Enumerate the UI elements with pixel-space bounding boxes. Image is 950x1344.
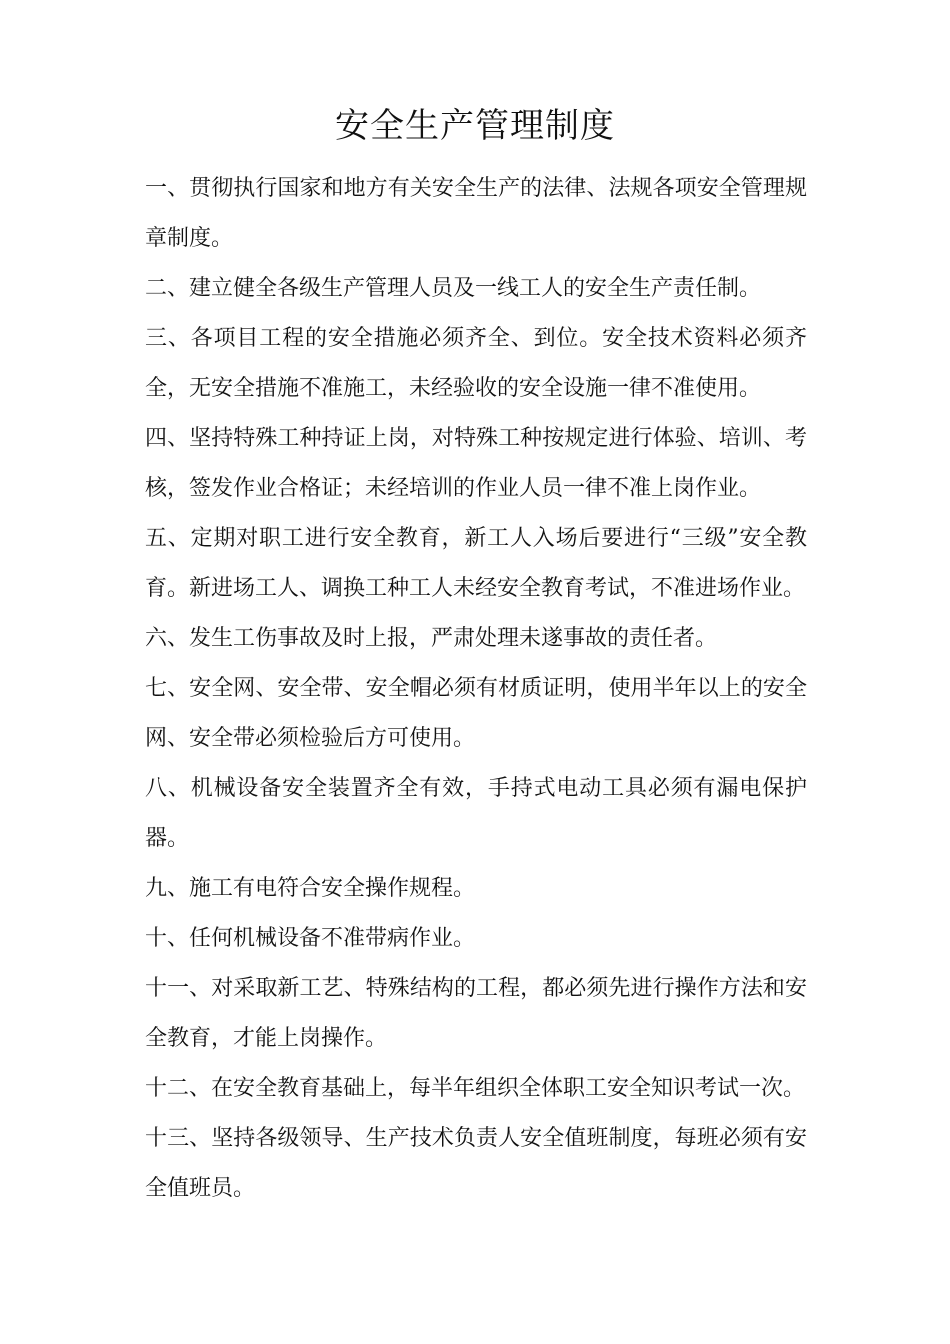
document-body [145,164,807,1214]
clause-13: 十三、坚持各级领导、生产技术负责人安全值班制度，每班必须有安全值班员。 [145,1126,807,1201]
clause-9: 九、施工有电符合安全操作规程。 [145,876,476,901]
clause-8: 八、机械设备安全装置齐全有效，手持式电动工具必须有漏电保护器。 [145,776,807,851]
clause-11: 十一、对采取新工艺、特殊结构的工程，都必须先进行操作方法和安全教育，才能上岗操作。 [145,976,807,1051]
clause-3: 三、各项目工程的安全措施必须齐全、到位。安全技术资料必须齐全，无安全措施不准施工，未经验收的安全设施一律不准使用。 [145,326,807,401]
clause-6: 六、发生工伤事故及时上报，严肃处理未遂事故的责任者。 [145,626,718,651]
clause-1: 一、贯彻执行国家和地方有关安全生产的法律、法规各项安全管理规章制度。 [145,176,807,251]
clause-12: 十二、在安全教育基础上，每半年组织全体职工安全知识考试一次。 [145,1076,806,1101]
clause-10: 十、任何机械设备不准带病作业。 [145,926,476,951]
clause-7: 七、安全网、安全带、安全帽必须有材质证明，使用半年以上的安全网、安全带必须检验后方可使用。 [145,676,807,751]
clause-4: 四、坚持特殊工种持证上岗，对特殊工种按规定进行体验、培训、考核，签发作业合格证；未经培训的作业人员一律不准上岗作业。 [145,426,807,501]
clause-5: 五、定期对职工进行安全教育，新工人入场后要进行“三级”安全教育。新进场工人、调换工种工人未经安全教育考试，不准进场作业。 [145,526,807,601]
document-title: 安全生产管理制度 [335,106,615,146]
clause-2: 二、建立健全各级生产管理人员及一线工人的安全生产责任制。 [145,276,762,301]
